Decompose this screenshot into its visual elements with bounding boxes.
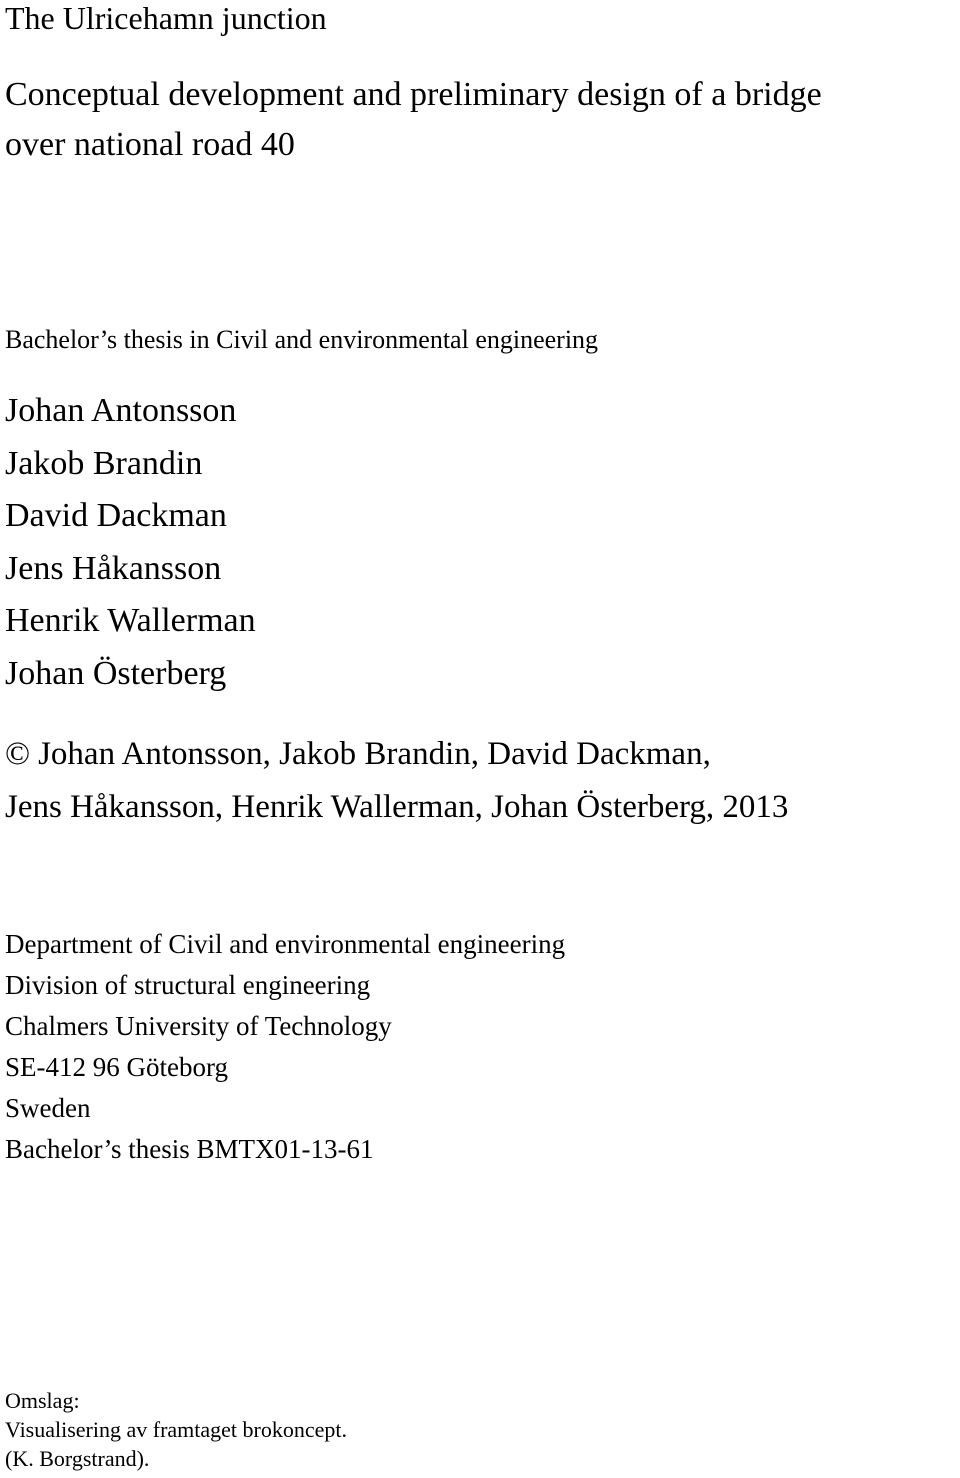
thesis-subtitle: Bachelor’s thesis in Civil and environmental engineering [5,325,599,354]
author-name: Johan Antonsson [5,392,237,429]
author-list [5,392,256,707]
author-name: David Dackman [5,497,227,534]
series-title: The Ulricehamn junction [5,0,327,36]
affiliation-block [5,929,565,1175]
author-name: Jens Håkansson [5,549,222,587]
cover-note [5,1389,347,1476]
thesis-title-line-2: over national road 40 [5,126,295,163]
division-line: Division of structural engineering [5,970,371,1000]
author-name: Henrik Wallerman [5,602,256,639]
postal-address-line: SE-412 96 Göteborg [5,1052,228,1082]
copyright-notice [5,728,788,834]
copyright-symbol: © [5,736,31,772]
thesis-number-line: Bachelor’s thesis BMTX01-13-61 [5,1134,374,1164]
cover-note-description: Visualisering av framtaget brokoncept. [5,1417,348,1442]
cover-note-credit: (K. Borgstrand). [5,1446,150,1471]
copyright-line-1 [5,728,788,781]
country-line: Sweden [5,1093,91,1123]
copyright-holders-1: Johan Antonsson, Jakob Brandin, David Dackman, [38,736,711,772]
university-line: Chalmers University of Technology [5,1011,392,1041]
copyright-line-2: Jens Håkansson, Henrik Wallerman, Johan Österberg, 2013 [5,789,789,825]
cover-note-label: Omslag: [5,1388,80,1413]
department-line: Department of Civil and environmental engineering [5,929,566,959]
author-name: Johan Österberg [5,654,227,692]
thesis-title-line-1: Conceptual development and preliminary design of a bridge [5,76,822,113]
author-name: Jakob Brandin [5,444,203,482]
